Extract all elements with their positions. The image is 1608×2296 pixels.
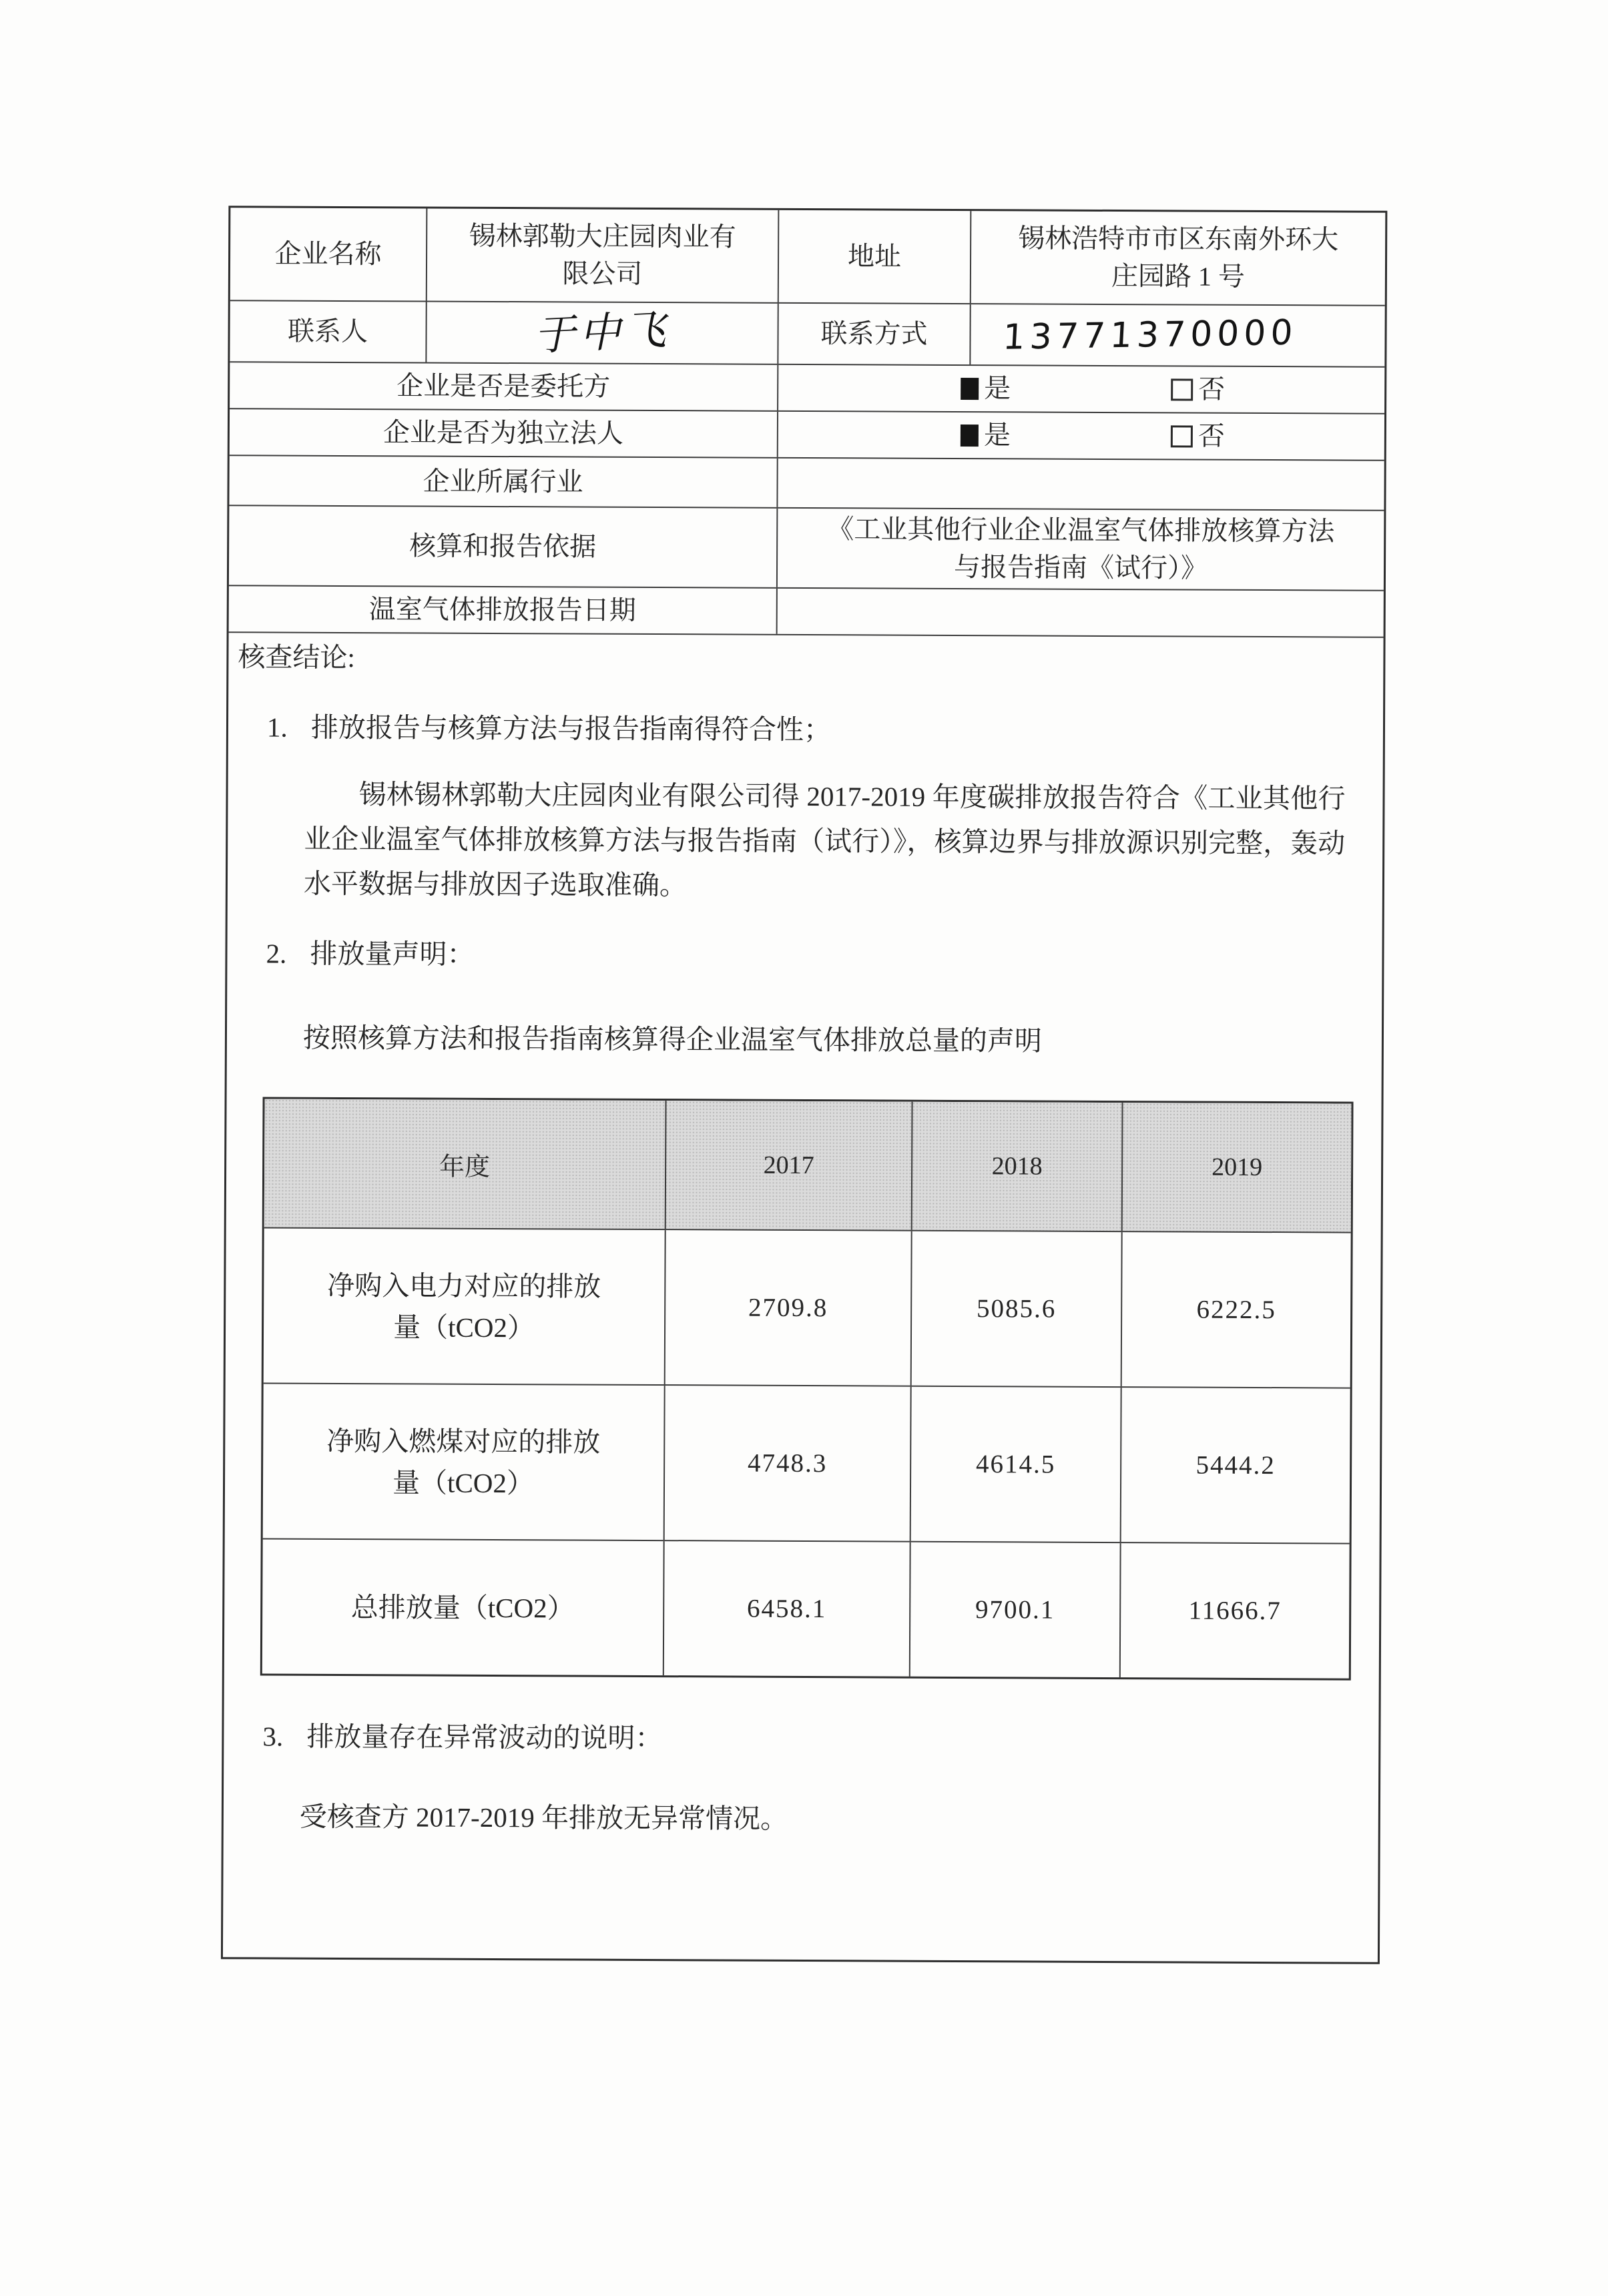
item-title: 排放量存在异常波动的说明： xyxy=(306,1721,663,1754)
row-report-date xyxy=(229,585,1384,637)
conclusion-item-3-body: 受核查方 2017-2019 年排放无异常情况。 xyxy=(299,1801,788,1834)
item-number: 1. xyxy=(266,711,288,743)
value-2017: 2709.8 xyxy=(664,1230,911,1386)
header-2019: 2019 xyxy=(1121,1103,1352,1231)
is-legal-options xyxy=(777,412,1384,460)
value-2017: 4748.3 xyxy=(663,1386,910,1541)
no-option: 否 xyxy=(1171,370,1225,408)
industry-value xyxy=(776,459,1384,510)
row-contact xyxy=(230,300,1384,366)
row-is-client xyxy=(230,361,1384,413)
company-info-table xyxy=(221,206,1387,1964)
basis-value: 《工业其他行业企业温室气体排放核算方法与报告指南《试行）》 xyxy=(776,509,1384,590)
handwritten-phone: 13771370000 xyxy=(1001,312,1299,358)
row-label: 净购入电力对应的排放量（tCO2） xyxy=(327,1269,601,1343)
row-is-legal xyxy=(230,408,1384,460)
yes-option: 是 xyxy=(961,416,1011,454)
is-client-label: 企业是否是委托方 xyxy=(396,370,611,402)
conclusion-item-1-body: 锡林锡林郭勒大庄园肉业有限公司得 2017-2019 年度碳排放报告符合《工业其他行业企业温室气体排放核算方法与报告指南（试行）》，核算边界与排放源识别完整，轰动水平数据与排放因子选取准确。 xyxy=(303,779,1346,901)
report-date-value xyxy=(776,589,1384,637)
row-label: 总排放量（tCO2） xyxy=(350,1591,575,1624)
header-2018: 2018 xyxy=(911,1102,1122,1231)
value-2017: 6458.1 xyxy=(663,1541,910,1677)
value-2018: 5085.6 xyxy=(910,1231,1121,1386)
conclusion-item-2 xyxy=(266,936,1368,974)
conclusion-item-1 xyxy=(267,710,1370,748)
is-client-options xyxy=(777,365,1384,413)
basis-label: 核算和报告依据 xyxy=(409,531,597,562)
company-name-label: 企业名称 xyxy=(274,238,382,270)
item-title: 排放量声明： xyxy=(310,938,475,970)
industry-label: 企业所属行业 xyxy=(423,466,583,497)
checkbox-unchecked-icon xyxy=(1171,425,1193,447)
item-number: 3. xyxy=(262,1721,284,1752)
conclusion-item-2-body: 按照核算方法和报告指南核算得企业温室气体排放总量的声明 xyxy=(302,1022,1043,1057)
conclusion-heading: 核查结论: xyxy=(238,641,355,673)
table-row-electricity xyxy=(264,1227,1351,1387)
emissions-table xyxy=(260,1097,1354,1680)
header-year: 年度 xyxy=(439,1153,491,1181)
report-date-label: 温室气体排放报告日期 xyxy=(368,594,636,625)
handwritten-signature: 于中飞 xyxy=(533,304,672,360)
item-title: 排放报告与核算方法与报告指南得符合性； xyxy=(310,711,832,746)
item-number: 2. xyxy=(266,938,287,969)
conclusion-item-3 xyxy=(262,1719,1365,1757)
row-company-address xyxy=(230,208,1386,305)
no-option: 否 xyxy=(1171,417,1225,455)
value-2018: 4614.5 xyxy=(910,1387,1121,1542)
yes-option: 是 xyxy=(961,370,1011,407)
table-row-total xyxy=(262,1538,1350,1678)
value-2018: 9700.1 xyxy=(909,1542,1120,1677)
is-legal-label: 企业是否为独立法人 xyxy=(382,417,624,449)
company-name-value: 锡林郭勒大庄园肉业有限公司 xyxy=(426,209,778,302)
checkbox-checked-icon xyxy=(961,378,979,400)
row-label: 净购入燃煤对应的排放量（tCO2） xyxy=(326,1425,601,1498)
address-value: 锡林浩特市市区东南外环大庄园路 1 号 xyxy=(970,211,1386,305)
contact-method-label: 联系方式 xyxy=(777,304,969,364)
contact-phone xyxy=(969,304,1384,366)
contact-signature xyxy=(425,302,777,364)
row-basis xyxy=(229,505,1384,590)
row-industry xyxy=(229,455,1384,510)
address-label: 地址 xyxy=(778,210,971,303)
value-2019: 5444.2 xyxy=(1120,1388,1350,1542)
emissions-table-header xyxy=(264,1099,1352,1231)
table-row-coal xyxy=(263,1382,1350,1542)
checkbox-unchecked-icon xyxy=(1171,378,1193,400)
checkbox-checked-icon xyxy=(961,424,979,447)
header-2017: 2017 xyxy=(665,1101,912,1230)
value-2019: 6222.5 xyxy=(1121,1232,1351,1387)
conclusion-section xyxy=(223,633,1384,1962)
row-conclusion xyxy=(223,631,1384,1962)
value-2019: 11666.7 xyxy=(1119,1543,1350,1678)
contact-label: 联系人 xyxy=(287,316,368,347)
